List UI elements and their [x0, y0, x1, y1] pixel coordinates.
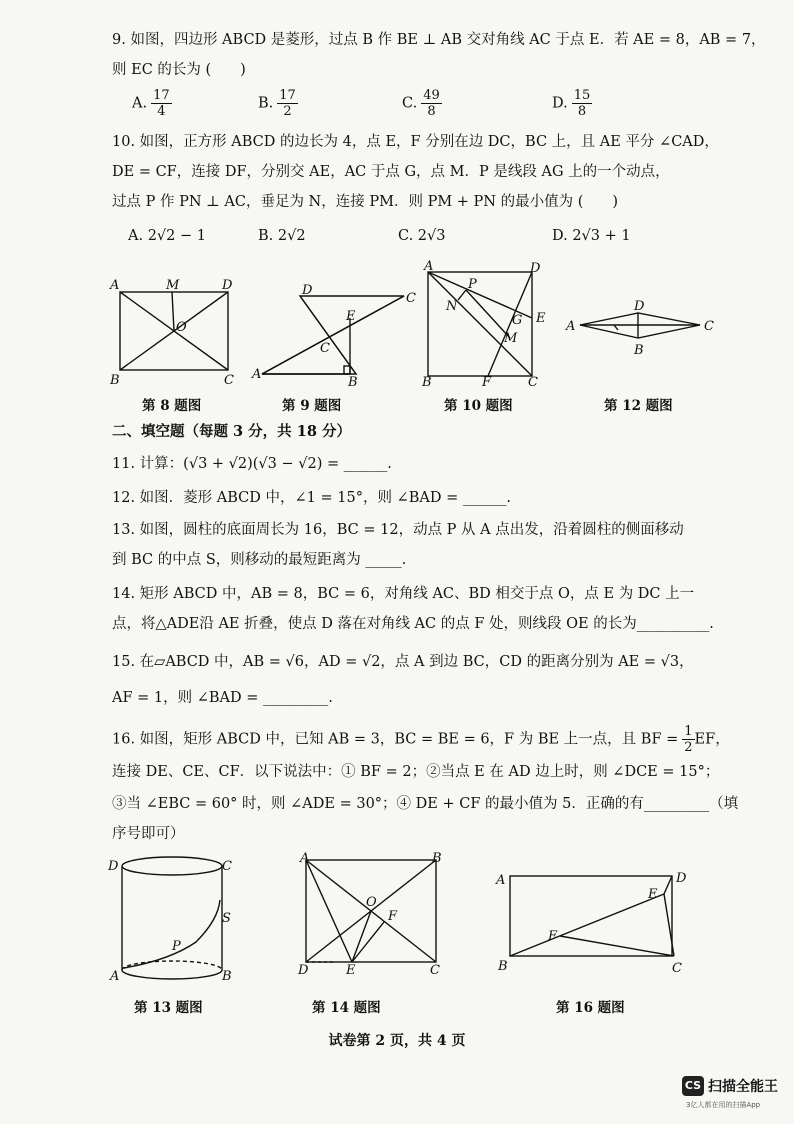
fig13-label-c: C [222, 859, 232, 874]
fig14-label-d: D [298, 963, 309, 978]
fig14-label-c: C [430, 963, 440, 978]
q15-line2: AF = 1，则 ∠BAD = _________. [112, 690, 333, 706]
fig8-label-a: A [110, 278, 120, 293]
fig12-label-a: A [566, 319, 576, 334]
fig10-label-c: C [528, 375, 538, 390]
q9-line2: 则 EC 的长为 ( ) [112, 62, 246, 78]
q10-option-d: D. 2√3 + 1 [552, 228, 631, 244]
fig9-label-c: C [406, 291, 416, 306]
fig13-label-s: S [222, 911, 231, 926]
q16-line4: 序号即可） [112, 826, 185, 842]
q13-line2: 到 BC 的中点 S，则移动的最短距离为 _____. [112, 552, 407, 568]
scanner-watermark [682, 1075, 778, 1096]
fig16-label-d: D [676, 871, 687, 886]
q15-line1: 15. 在▱ABCD 中，AB = √6，AD = √2，点 A 到边 BC，CD 的距离分别为 AE = √3， [112, 654, 694, 670]
fig12-label-c: C [704, 319, 714, 334]
q16-line1: 16. 如图，矩形 ABCD 中，已知 AB = 3，BC = BE = 6，F 为 BE 上一点，且 BF = $\frac{1}{2}$ EF， [112, 724, 730, 755]
caption-fig16: 第 16 题图 [556, 1000, 625, 1016]
fig9-label-d: D [302, 283, 313, 298]
caption-fig10: 第 10 题图 [444, 398, 513, 414]
fig10-label-d: D [530, 261, 541, 276]
q9-option-d: D. $\frac{15}{8}$ [552, 88, 591, 119]
fig10-label-n: N [446, 299, 458, 314]
fig13-diagram [122, 857, 222, 979]
fig14-label-o: O [366, 895, 377, 910]
q10-option-b: B. 2√2 [258, 228, 306, 244]
fig16-label-a: A [496, 873, 506, 888]
fig14-diagram [306, 860, 436, 962]
caption-fig13: 第 13 题图 [134, 1000, 203, 1016]
fig10-label-f: F [482, 375, 492, 390]
fig8-label-d: D [222, 278, 233, 293]
fig16-label-c: C [672, 961, 682, 976]
q16-line3: ③当 ∠EBC = 60° 时，则 ∠ADE = 30°；④ DE + CF 的最小值为 5．正确的有_________（填 [112, 796, 739, 812]
fig14-label-a: A [300, 851, 310, 866]
fig13-label-a: A [110, 969, 120, 984]
fig12-diagram [580, 313, 700, 338]
q10-line1: 10. 如图，正方形 ABCD 的边长为 4，点 E，F 分别在边 DC，BC 上，且 AE 平分 ∠CAD， [112, 134, 719, 150]
q10-line2: DE = CF，连接 DF，分别交 AE，AC 于点 G，点 M．P 是线段 AG 上的一个动点， [112, 164, 670, 180]
fig10-label-m: M [504, 331, 518, 346]
fig12-labels [565, 299, 714, 358]
fig14-label-e: E [346, 963, 356, 978]
fig8-label-c: C [224, 373, 234, 388]
page-footer: 试卷第 2 页，共 4 页 [328, 1033, 466, 1049]
fig10-label-a: A [424, 259, 434, 274]
q9-option-c: C. $\frac{49}{8}$ [402, 88, 440, 119]
fig9-label-b: B [348, 375, 358, 390]
fig10-label-g: G [512, 313, 523, 328]
fig13-label-b: B [222, 969, 232, 984]
fig8-label-o: O [176, 320, 187, 335]
q10-line3: 过点 P 作 PN ⊥ AC，垂足为 N，连接 PM．则 PM + PN 的最小值为 ( ) [112, 194, 619, 210]
q10-option-c: C. 2√3 [398, 228, 446, 244]
fig8-label-m: M [166, 278, 180, 293]
fig9-label-a: A [252, 367, 262, 382]
caption-fig9: 第 9 题图 [282, 398, 342, 414]
caption-fig14: 第 14 题图 [312, 1000, 381, 1016]
scanner-logo-icon: CS [682, 1076, 704, 1096]
q11: 11. 计算：(√3 + √2)(√3 − √2) = ______. [112, 456, 392, 472]
fig9-diagram [262, 296, 404, 374]
q9-option-a: A. $\frac{17}{4}$ [132, 88, 170, 119]
q13-line1: 13. 如图，圆柱的底面周长为 16，BC = 12，动点 P 从 A 点出发，沿着圆柱的侧面移动 [112, 522, 684, 538]
q10-option-a: A. 2√2 − 1 [128, 228, 206, 244]
q14-line2: 点，将△ADE沿 AE 折叠，使点 D 落在对角线 AC 的点 F 处，则线段 OE 的长为__________. [112, 616, 714, 632]
fig10-label-e: E [536, 311, 546, 326]
fig16-label-b: B [498, 959, 508, 974]
fig8-diagram [120, 292, 228, 370]
fig10-label-b: B [422, 375, 432, 390]
fig12-label-d: D [634, 299, 645, 314]
fig14-label-b: B [432, 851, 442, 866]
fig8-label-b: B [110, 373, 120, 388]
fig16-label-f: F [548, 929, 558, 944]
scanner-tagline: 3亿人都在用的扫描App [686, 1101, 761, 1109]
fig16-label-e: E [648, 887, 658, 902]
fig13-label-p: P [172, 939, 181, 954]
q9-option-b: B. $\frac{17}{2}$ [258, 88, 296, 119]
fig9-label-e: E [346, 309, 356, 324]
caption-fig12: 第 12 题图 [604, 398, 673, 414]
q16-line2: 连接 DE、CE、CF．以下说法中：① BF = 2；②当点 E 在 AD 边上时，则 ∠DCE = 15°； [112, 764, 720, 780]
scanner-name: 扫描全能王 [708, 1078, 778, 1095]
fig13-label-d: D [108, 859, 119, 874]
q14-line1: 14. 矩形 ABCD 中，AB = 8，BC = 6，对角线 AC、BD 相交于点 O，点 E 为 DC 上一 [112, 586, 695, 602]
fig10-label-p: P [468, 277, 477, 292]
q12: 12. 如图．菱形 ABCD 中，∠1 = 15°，则 ∠BAD = ______. [112, 490, 511, 506]
caption-fig8: 第 8 题图 [142, 398, 202, 414]
fig14-label-f: F [388, 909, 398, 924]
section-heading: 二、填空题（每题 3 分，共 18 分） [112, 423, 351, 440]
q9-line1: 9. 如图，四边形 ABCD 是菱形，过点 B 作 BE ⊥ AB 交对角线 AC 于点 E．若 AE = 8，AB = 7， [112, 32, 766, 48]
fig12-label-b: B [634, 343, 644, 358]
fig9-label-c2: C [320, 341, 330, 356]
